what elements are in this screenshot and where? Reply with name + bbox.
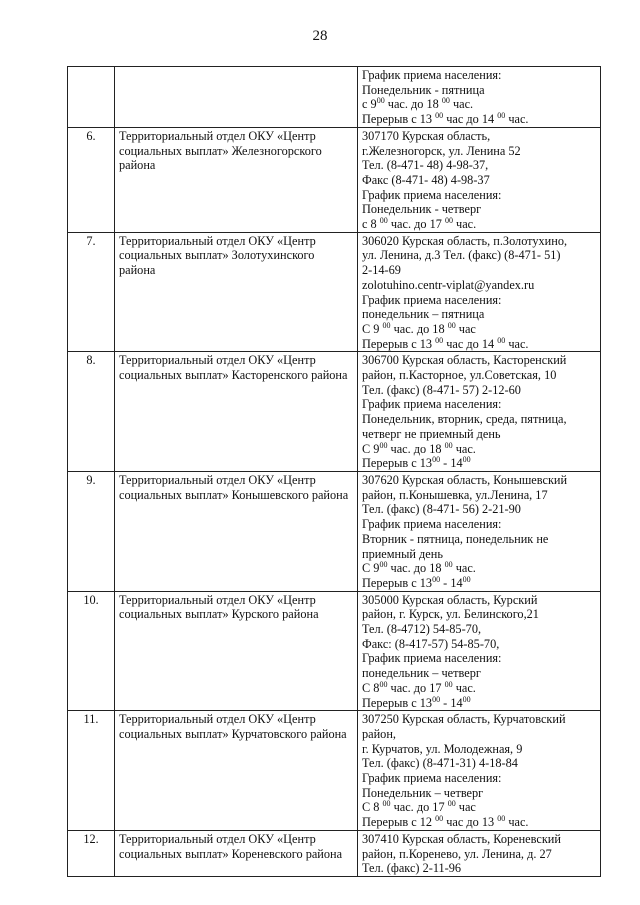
contact-line <box>362 502 596 517</box>
superscript-minutes: 00 <box>444 560 453 570</box>
contact-line <box>362 666 596 681</box>
row-number-cell: 12. <box>68 830 115 876</box>
superscript-minutes: 00 <box>435 111 444 121</box>
superscript-minutes: 00 <box>497 335 506 345</box>
table-row <box>68 471 601 591</box>
contact-text: С 8 <box>362 680 380 695</box>
contact-text: - 14 <box>440 695 463 710</box>
contact-line <box>362 217 596 232</box>
superscript-minutes: 00 <box>462 574 471 584</box>
office-contact-cell <box>358 127 601 232</box>
contact-text: понедельник – четверг <box>362 666 481 681</box>
office-name-cell: Территориальный отдел ОКУ «Центр социальных выплат» Железногорского района <box>115 127 358 232</box>
contact-line <box>362 442 596 457</box>
row-number-cell: 6. <box>68 127 115 232</box>
contact-line <box>362 786 596 801</box>
page-number: 28 <box>312 28 328 44</box>
contact-line <box>362 397 596 412</box>
superscript-minutes: 00 <box>444 440 453 450</box>
row-number-cell: 8. <box>68 352 115 472</box>
contact-text: час до 13 <box>443 815 498 830</box>
contact-line <box>362 188 596 203</box>
superscript-minutes: 00 <box>379 679 388 689</box>
contact-text: - 14 <box>440 575 463 590</box>
contact-text: с 8 <box>362 217 380 232</box>
contact-text: 307410 Курская область, Кореневский <box>362 831 561 846</box>
contact-line <box>362 756 596 771</box>
contact-text: час. до 18 <box>387 561 445 576</box>
contact-line <box>362 278 596 293</box>
superscript-minutes: 00 <box>435 814 444 824</box>
contact-text: 305000 Курская область, Курский <box>362 592 538 607</box>
contact-text: 306020 Курская область, п.Золотухино, <box>362 233 568 248</box>
superscript-minutes: 00 <box>432 574 441 584</box>
contact-line <box>362 307 596 322</box>
superscript-minutes: 00 <box>447 320 456 330</box>
contact-text: С 9 <box>362 441 380 456</box>
office-name-cell: Территориальный отдел ОКУ «Центр социальных выплат» Курского района <box>115 591 358 711</box>
contact-text: понедельник – пятница <box>362 307 485 322</box>
contact-text: Перерыв с 13 <box>362 695 433 710</box>
contact-line <box>362 696 596 711</box>
contact-line <box>362 248 596 263</box>
contact-line <box>362 129 596 144</box>
contact-line <box>362 547 596 562</box>
office-contact-cell <box>358 471 601 591</box>
row-number-cell: 7. <box>68 232 115 352</box>
contact-text: 307250 Курская область, Курчатовский <box>362 712 566 727</box>
office-contact-cell <box>358 352 601 472</box>
contact-text: район, г. Курск, ул. Белинского,21 <box>362 607 539 622</box>
contact-text: Тел. (факс) (8-471- 57) 2-12-60 <box>362 382 521 397</box>
contact-line <box>362 173 596 188</box>
contact-line <box>362 456 596 471</box>
superscript-minutes: 00 <box>444 679 453 689</box>
office-contact-cell <box>358 830 601 876</box>
table-row <box>68 711 601 831</box>
superscript-minutes: 00 <box>382 799 391 809</box>
contact-text: 2-14-69 <box>362 263 401 278</box>
contact-text: Вторник - пятница, понедельник не <box>362 531 549 546</box>
contact-text: приемный день <box>362 546 443 561</box>
office-name-cell: Территориальный отдел ОКУ «Центр социальных выплат» Касторенского района <box>115 352 358 472</box>
office-contact-cell <box>358 67 601 128</box>
contact-text: График приема населения: <box>362 651 502 666</box>
contact-text: час. <box>505 112 529 127</box>
contact-text: Тел. (факс) 2-11-96 <box>362 861 462 876</box>
contact-line <box>362 383 596 398</box>
table-row <box>68 232 601 352</box>
superscript-minutes: 00 <box>379 560 388 570</box>
contact-text: час. до 17 <box>390 800 448 815</box>
contact-text: 307170 Курская область, <box>362 128 491 143</box>
contact-text: час. до 18 <box>387 441 445 456</box>
office-contact-cell <box>358 591 601 711</box>
contact-line <box>362 771 596 786</box>
contact-line <box>362 800 596 815</box>
contact-text: С 9 <box>362 321 383 336</box>
offices-table <box>67 66 601 877</box>
contact-text: с 9 <box>362 97 377 112</box>
contact-text: Понедельник, вторник, среда, пятница, <box>362 412 567 427</box>
row-number-cell: 11. <box>68 711 115 831</box>
contact-line <box>362 368 596 383</box>
contact-text: район, п.Конышевка, ул.Ленина, 17 <box>362 487 548 502</box>
contact-line <box>362 353 596 368</box>
contact-text: час. <box>505 815 529 830</box>
row-number-cell <box>68 67 115 128</box>
superscript-minutes: 00 <box>462 455 471 465</box>
contact-text: Понедельник - пятница <box>362 82 485 97</box>
table-row <box>68 127 601 232</box>
contact-line <box>362 427 596 442</box>
contact-text: График приема населения: <box>362 517 502 532</box>
contact-text: Перерыв с 13 <box>362 456 433 471</box>
contact-line <box>362 847 596 862</box>
contact-text: Тел. (8-4712) 54-85-70, <box>362 622 482 637</box>
contact-line <box>362 144 596 159</box>
contact-line <box>362 337 596 352</box>
office-name-cell: Территориальный отдел ОКУ «Центр социальных выплат» Курчатовского района <box>115 711 358 831</box>
contact-text: - 14 <box>440 456 463 471</box>
row-number-cell: 9. <box>68 471 115 591</box>
contact-line <box>362 637 596 652</box>
contact-text: Перерыв с 12 <box>362 815 436 830</box>
office-name-cell <box>115 67 358 128</box>
superscript-minutes: 00 <box>447 799 456 809</box>
contact-line <box>362 473 596 488</box>
contact-text: График приема населения: <box>362 68 502 82</box>
contact-text: час. <box>505 336 529 351</box>
contact-line <box>362 681 596 696</box>
contact-line <box>362 322 596 337</box>
contact-line <box>362 532 596 547</box>
table-row <box>68 591 601 711</box>
superscript-minutes: 00 <box>432 694 441 704</box>
contact-text: Факс (8-471- 48) 4-98-37 <box>362 172 490 187</box>
contact-text: час. <box>452 441 476 456</box>
contact-line <box>362 68 596 83</box>
contact-line <box>362 97 596 112</box>
contact-line <box>362 607 596 622</box>
contact-text: График приема населения: <box>362 397 502 412</box>
table-row <box>68 352 601 472</box>
office-contact-cell <box>358 232 601 352</box>
superscript-minutes: 00 <box>444 216 453 226</box>
contact-text: Перерыв с 13 <box>362 575 433 590</box>
contact-text: район, п.Коренево, ул. Ленина, д. 27 <box>362 846 552 861</box>
contact-text: С 9 <box>362 561 380 576</box>
office-name-cell: Территориальный отдел ОКУ «Центр социальных выплат» Золотухинского района <box>115 232 358 352</box>
contact-line <box>362 263 596 278</box>
superscript-minutes: 00 <box>497 814 506 824</box>
contact-line <box>362 815 596 830</box>
contact-text: График приема населения: <box>362 771 502 786</box>
superscript-minutes: 00 <box>432 455 441 465</box>
superscript-minutes: 00 <box>382 320 391 330</box>
contact-text: г.Железногорск, ул. Ленина 52 <box>362 143 521 158</box>
contact-text: час. до 17 <box>387 217 445 232</box>
contact-line <box>362 622 596 637</box>
contact-line <box>362 412 596 427</box>
contact-text: час до 14 <box>443 336 498 351</box>
contact-text: район, <box>362 726 396 741</box>
contact-line <box>362 112 596 127</box>
contact-text: Понедельник - четверг <box>362 202 482 217</box>
superscript-minutes: 00 <box>435 335 444 345</box>
contact-text: четверг не приемный день <box>362 426 501 441</box>
contact-line <box>362 561 596 576</box>
superscript-minutes: 00 <box>379 440 388 450</box>
contact-line <box>362 651 596 666</box>
contact-line <box>362 293 596 308</box>
contact-line <box>362 517 596 532</box>
contact-line <box>362 234 596 249</box>
superscript-minutes: 00 <box>497 111 506 121</box>
contact-text: Перерыв с 13 <box>362 112 436 127</box>
contact-text: zolotuhino.centr-viplat@yandex.ru <box>362 277 535 292</box>
contact-line <box>362 576 596 591</box>
contact-text: 306700 Курская область, Касторенский <box>362 353 567 368</box>
contact-text: Тел. (факс) (8-471- 56) 2-21-90 <box>362 502 521 517</box>
superscript-minutes: 00 <box>379 216 388 226</box>
superscript-minutes: 00 <box>462 694 471 704</box>
row-number-cell: 10. <box>68 591 115 711</box>
office-name-cell: Территориальный отдел ОКУ «Центр социальных выплат» Конышевского района <box>115 471 358 591</box>
contact-text: час. <box>452 680 476 695</box>
contact-text: График приема населения: <box>362 187 502 202</box>
contact-text: Перерыв с 13 <box>362 336 436 351</box>
contact-line <box>362 83 596 98</box>
contact-text: г. Курчатов, ул. Молодежная, 9 <box>362 741 523 756</box>
contact-text: час <box>455 321 476 336</box>
contact-text: час. до 18 <box>384 97 442 112</box>
contact-line <box>362 727 596 742</box>
contact-text: Тел. (8-471- 48) 4-98-37, <box>362 158 489 173</box>
contact-line <box>362 712 596 727</box>
contact-text: час <box>455 800 476 815</box>
contact-text: График приема населения: <box>362 292 502 307</box>
contact-text: час. <box>452 217 477 232</box>
table-body <box>68 67 601 877</box>
contact-text: час. <box>452 561 476 576</box>
table-row <box>68 830 601 876</box>
contact-text: С 8 <box>362 800 383 815</box>
contact-line <box>362 832 596 847</box>
contact-line <box>362 158 596 173</box>
contact-text: час до 14 <box>443 112 498 127</box>
contact-text: Понедельник – четверг <box>362 785 484 800</box>
office-name-cell: Территориальный отдел ОКУ «Центр социальных выплат» Кореневского района <box>115 830 358 876</box>
superscript-minutes: 00 <box>376 96 385 106</box>
contact-line <box>362 861 596 876</box>
contact-line <box>362 488 596 503</box>
table-row <box>68 67 601 128</box>
contact-text: Факс: (8-417-57) 54-85-70, <box>362 636 500 651</box>
contact-text: Тел. (факс) (8-471-31) 4-18-84 <box>362 756 518 771</box>
contact-text: район, п.Касторное, ул.Советская, 10 <box>362 368 557 383</box>
contact-line <box>362 742 596 757</box>
contact-text: час. до 17 <box>387 680 445 695</box>
superscript-minutes: 00 <box>441 96 450 106</box>
contact-text: 307620 Курская область, Конышевский <box>362 472 568 487</box>
contact-line <box>362 593 596 608</box>
contact-text: час. <box>449 97 474 112</box>
contact-line <box>362 202 596 217</box>
contact-text: час. до 18 <box>390 321 448 336</box>
office-contact-cell <box>358 711 601 831</box>
contact-text: ул. Ленина, д.3 Тел. (факс) (8-471- 51) <box>362 248 561 263</box>
